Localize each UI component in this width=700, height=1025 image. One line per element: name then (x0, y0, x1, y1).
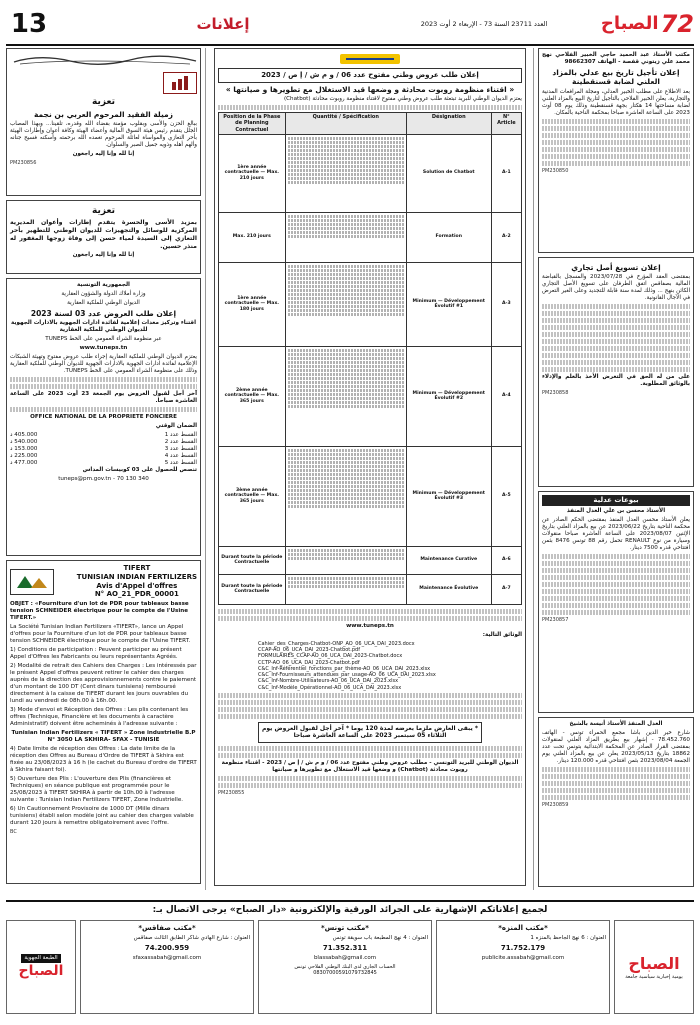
left-column (6, 48, 206, 890)
ad-note: على من له الحق في التعرض الأخذ بالعلم والإدلاء بالوثائق المطلوبة. (542, 374, 690, 388)
lot-value: 153.000 د (10, 446, 38, 453)
office-tunis (258, 920, 432, 1014)
text-block (542, 603, 690, 608)
tuneps-link[interactable]: www.tuneps.tn (79, 345, 128, 352)
office-menzah (436, 920, 610, 1014)
ad-reference: BC (10, 828, 17, 835)
tifert-call: Avis d'Appel d'offres (96, 581, 178, 590)
row-designation: Minimum — Développement Évolutif #1 (406, 262, 491, 346)
text-block (542, 367, 690, 372)
text-block (218, 693, 522, 698)
office-phone[interactable]: 74.200.959 (144, 943, 190, 952)
lot-row (10, 453, 197, 460)
table-row (219, 546, 522, 574)
bailiff-head: العدل المنفذ الأستاذ أنيسة بالشيخ (569, 721, 663, 727)
condolence-title: تعزية (92, 96, 115, 107)
footer-brand (614, 920, 694, 1014)
bailiff-sale-ad (538, 717, 694, 887)
tender-body-2: آخر أجل لقبول العروض يوم الجمعة 23 أوت 2023 على الساعة العاشرة صباحا. (10, 391, 197, 405)
text-block (218, 609, 522, 614)
text-block (542, 582, 690, 587)
text-block (218, 700, 522, 705)
text-block (542, 767, 690, 772)
text-block (542, 119, 690, 124)
judicial-sales-tag: بيوعات عدلية (542, 495, 690, 506)
text-block (542, 781, 690, 786)
tender-intro: ﻳﻌﺘﺰﻡ ﺍﻟﺪﻳﻮﺍﻥ ﺍﻟﻮﻃﻨﻲ ﻟﻠﺒﺮﻳﺪ ﺗﺒﺘﻌﺜﺔ ﻃﻠﺐ ﻋﺮﻭﺽ ﻭﻃﻨﻲ ﻣﻔﺘﻮﺡ ﻻﻗﺘﻨﺎﺀ ﻣﻨﻈﻮﻣﺔ ﺭﻭﺑﻮﺕ ﻣﺤﺎﺩﺛﺔ (Chatbot) (283, 96, 522, 103)
text-block (218, 714, 522, 719)
tifert-p5: 4) Date limite de réception des Offres : La date limite de la réception des Offres au Bureau d'Ordre de TIFERT à Skhira est fixée au 23/08/2023 à 16 h (le cachet du Bureau d'ordre de TIFERT à Skhira faisant foi). (10, 745, 197, 773)
office-name-fr: OFFICE NATIONAL DE LA PROPRIETE FONCIERE (30, 414, 177, 421)
brand-name: الصباح (628, 954, 680, 974)
row-designation: Minimum — Développement Évolutif #2 (406, 346, 491, 446)
condolence-body: بمزيد الأسى والحسرة يتقدم إطارات وأعوان المديرية المركزية للوسائل والتجهيزات للديوان الوطني للتطهير بأحر التعازي إلى السيدة لمياء حسن إلى وفاة زوجها المغفور له منذر حسين. (10, 219, 197, 250)
office-address: العنوان : 6 نهج الجاحظ بالمنزه 1 (530, 935, 606, 941)
page-number: 13 (10, 8, 48, 39)
row-phase: 1ère année contractuelle — Max. 210 jours (219, 134, 286, 212)
deadline-box: * يبقى العارض ملزما بعرضه لمدة 120 يوما * آخر أجل لقبول العروض يوم الثلاثاء 05 سبتمبر 2023 على الساعة العاشرة صباحا (258, 722, 482, 743)
text-block (542, 568, 690, 573)
row-designation: Maintenance Curative (406, 546, 491, 574)
auction-postponement-ad (538, 48, 694, 253)
row-quantity (285, 212, 406, 262)
regional-edition-tag (6, 920, 76, 1014)
row-article: A-6 (491, 546, 521, 574)
lot-label: القسط عدد 1 (164, 432, 197, 439)
tender-closing: الديوان الوطني للبريد التونسي - مطلب عروض وطني مفتوح عدد 06 / و م ش / إ ص / 2023 - اقتناء منظومة روبوت محادثة (Chatbot) و وضعها قيد الاستغلال مع تطويرها و صيانتها (221, 759, 519, 773)
row-designation: Maintenance Évolutive (406, 574, 491, 604)
ad-title: إعلان تأجيل تاريخ بيع عدلي بالمزاد العلني لضابة قسنقطينة (552, 67, 680, 87)
text-block (218, 753, 522, 758)
condolence-ad-1 (6, 48, 201, 196)
file-item: C&C_Inf-Nombre-Utilisateurs-AO_06_UCA_DAI_2023.xlsx (258, 678, 399, 685)
lot-label: القسط عدد 4 (164, 453, 197, 460)
text-block (10, 384, 197, 389)
newspaper-logo (574, 4, 694, 44)
row-quantity (285, 346, 406, 446)
tifert-ref: N° AO_21_PDR_00001 (94, 590, 179, 599)
ad-title: إعلان تسويغ أصل تجاري (571, 263, 661, 272)
condolence-verse: إنا لله وإنا إليه راجعون (72, 252, 135, 259)
ad-reference: PM230856 (10, 160, 37, 167)
text-block (542, 318, 690, 323)
judicial-sale-ad (538, 491, 694, 713)
calligraphy-banner-icon (10, 52, 200, 66)
col-header-phase: Position de la Phase de Planning Contractuel (219, 113, 286, 135)
ad-columns (6, 48, 694, 890)
col-header-designation: Désignation (406, 113, 491, 135)
row-quantity (285, 134, 406, 212)
text-block (542, 596, 690, 601)
condolence-title: تعزية (92, 206, 115, 216)
file-item: CCAP-AO_06_UCA_DAI_2023-Chatbot.pdf (258, 647, 360, 654)
table-header-row (219, 113, 522, 135)
row-article: A-4 (491, 346, 521, 446)
office-title: *مكتب المنزه* (498, 924, 548, 933)
text-block (542, 126, 690, 131)
page-header (6, 4, 694, 46)
center-column (211, 48, 529, 890)
text-block (542, 332, 690, 337)
text-block (542, 589, 690, 594)
file-item: FORMULAIRES_CCAP-AO_06_UCA_DAI_2023-Chatbot.docx (258, 653, 403, 660)
lots-list (10, 432, 197, 467)
text-block (542, 161, 690, 166)
footer-offices (6, 920, 694, 1014)
tender-body-1: يعتزم الديوان الوطني للملكية العقارية إجراء طلب عروض مفتوح وتهيئة الشبكات الإعلامية لفائدة ادارات الجهوية بالادارات الجهوية للديوان الوطني للملكية العقارية وذلك على منظومة الشراء العمومي على الخط TUNEPS. (10, 354, 197, 375)
lot-label: القسط عدد 5 (164, 460, 197, 467)
bailiff-body: شارع خير الدين باشا مجمع الحمراء تونس - الهاتف 78.452.760 - إشهار بيع بطريق المزاد العلني لمنقولات بمقتضى القرار الصادر عن المحكمة الابتدائية بتونس تحت عدد 18862 بتاريخ 2023/05/13 يعلن عن بيع بالمزاد العلني يوم الجمعة 2023/08/04 بثمن افتتاحي قدره 120.000 دينار. (542, 729, 690, 764)
bank-account: الحساب الجاري لدى البنك الوطني الفلاحي تونس 08307000591079732845 (294, 963, 396, 976)
row-designation: Formation (406, 212, 491, 262)
text-block (542, 133, 690, 138)
office-phone[interactable]: 71.352.311 (322, 943, 368, 952)
office-label: الديوان الوطني للملكية العقارية (67, 299, 140, 306)
col-header-article: N° Article (491, 113, 521, 135)
lot-label: القسط عدد 2 (164, 439, 197, 446)
lot-value: 540.000 د (10, 439, 38, 446)
lot-value: 477.000 د (10, 460, 38, 467)
tifert-company: TUNISIAN INDIAN FERTILIZERS (76, 572, 197, 581)
tuneps-link[interactable]: www.tuneps.tn (346, 622, 394, 629)
logo-word: الصباح (600, 12, 659, 34)
lots-title: الضمان الوقتي (155, 423, 197, 430)
tag-word: الصباح (18, 962, 64, 979)
tender-subject: اقتناء وتركيز معدات إعلامية لفائدة ادارات الجهوية بالادارات الجهوية للديوان الوطني للملكية العقارية (11, 320, 196, 334)
row-designation: Minimum — Développement Évolutif #3 (406, 446, 491, 546)
lot-row (10, 446, 197, 453)
text-block (542, 360, 690, 365)
ad-reference: PM230858 (542, 390, 569, 397)
file-item: Cahier_des_Charges-Chatbot-ONP_AO_06_UCA_DAI_2023.docx (258, 640, 415, 647)
tender-banner: إعلان طلب عروض وطني مفتوح عدد 06 / و م ش / إ ص / 2023 (218, 68, 522, 83)
condolence-body: ببالغ الحزن والأسى وبقلوب مؤمنة بقضاء الله وقدره، تلقينا... وبهذا المصاب الجلل يتقدم رئيس هيئة السوق المالية وأعضاء الهيئة وكافة أعوان وإطارات الهيئة بأحر التعازي والمواساة لعائلة المرحوم تغمده الله برحمته وأسكنه فسيح جنانه وألهم أهله وذويه جميل الصبر والسلوان. (10, 121, 197, 149)
footer-cta: لجميع إعلاناتكم الإشهارية على الجرائد الورقية والإلكترونية «دار الصباح» يرجى الاتصال بـ: (152, 905, 548, 915)
text-block (542, 788, 690, 793)
files-list (218, 641, 522, 691)
office-title: *مكتب صفاقس* (138, 924, 196, 933)
tifert-p7: 6) Un Cautionnement Provisoire de 1000 DT (Mille dinars tunisiens) établi selon modèle joint au cahier des charges valable durant 120 jours à remettre obligatoirement avec l'offre. (10, 805, 194, 826)
text-block (10, 377, 197, 382)
table-row (219, 262, 522, 346)
tender-subject: « اقتناء منظومة روبوت محادثة و وضعها قيد الاستغلال مع تطويرها و صيانتها » (225, 84, 515, 94)
row-article: A-7 (491, 574, 521, 604)
brand-tagline: يومية إخبارية سياسية جامعة (625, 974, 683, 981)
text-block (542, 774, 690, 779)
office-phone[interactable]: 71.752.179 (500, 943, 546, 952)
office-title: *مكتب تونس* (321, 924, 369, 933)
tifert-p3: 2) Modalité de retrait des Cahiers des Charges : Les intéressés par le présent Appel d'offres peuvent retirer le cahier des charges auprès de la direction des approvisionnements contre le paiement d'un montant de 100 DT (Cent dinars tunisiens) remboursé directement à la caisse de TIFERT durant les jours ouvrables du lundi au vendredi de 08h.00 à 16h.00. (10, 662, 197, 704)
text-block (10, 407, 197, 412)
tender-system: عبر منظومة الشراء العمومي على الخط TUNEPS (45, 336, 162, 343)
issue-info: العدد 23711 السنة 73 - الإربعاء 2 أوت 2023 (420, 19, 548, 28)
tifert-name: TIFERT (123, 564, 151, 572)
row-article: A-5 (491, 446, 521, 546)
office-email[interactable]: blassabah@gmail.com (313, 954, 377, 961)
sale-head: الأستاذ محسن بن علي العدل المنفذ (566, 507, 666, 514)
tifert-logo-icon (10, 569, 54, 595)
tender-specs-table (218, 112, 522, 605)
text-block (218, 746, 522, 751)
tifert-p2: 1) Conditions de participation : Peuvent participer au présent Appel d'Offres les Fabricants ou leurs représentants Agréés. (10, 646, 182, 660)
office-address: العنوان : 4 نهج المطبعة باب سويقة تونس (332, 935, 428, 941)
text-block (542, 140, 690, 145)
row-quantity (285, 262, 406, 346)
table-row (219, 346, 522, 446)
page-footer (6, 900, 694, 1020)
lot-row (10, 432, 197, 439)
text-block (542, 795, 690, 800)
text-block (542, 561, 690, 566)
office-sfax (80, 920, 254, 1014)
tifert-header (10, 564, 197, 599)
office-address: العنوان : شارع الهادي شاكر الطابق الثالث صفاقس (133, 935, 250, 941)
condolence-verse: إنا لله وإنا إليه راجعون (72, 151, 135, 158)
text-block (542, 353, 690, 358)
tifert-p1: La Société Tunisian Indian Fertilizers «TIFERT», lance un Appel d'offres pour la Fourniture d'un lot de PDR pour tableaux basse tension SCHNEIDER électrique pour le compte de l'Usine TIFERT. (10, 623, 191, 644)
row-phase: Durant toute la période Contractuelle (219, 546, 286, 574)
text-block (218, 783, 522, 788)
office-email[interactable]: sfaxassabah@gmail.com (132, 954, 202, 961)
lot-value: 225.000 د (10, 453, 38, 460)
row-article: A-1 (491, 134, 521, 212)
business-lease-ad (538, 257, 694, 487)
ad-reference: PM230850 (542, 167, 569, 174)
table-row (219, 446, 522, 546)
row-phase: 1ère année contractuelle — Max. 180 jours (219, 262, 286, 346)
tifert-object: OBJET : «Fourniture d'un lot de PDR pour tableaux basse tension SCHNEIDER électrique pour le compte de l'Usine TIFERT.» (10, 601, 189, 621)
ad-reference: PM230859 (542, 801, 569, 808)
ad-body: بمقتضى العقد المؤرخ في 2023/07/28 والمسجل بالقباضة المالية بصفاقس اتفق الطرفان على تسويغ الأصل التجاري الكائن بنهج ... وذلك لمدة سنة قابلة للتجديد وعلى الغير التعرض في الآجال القانونية. (542, 274, 691, 302)
tender-title: إعلان طلب العروض عدد 03 لسنة 2023 (30, 308, 177, 318)
row-phase: 2ème année contractuelle — Max. 365 jours (219, 346, 286, 446)
text-block (542, 610, 690, 615)
lot-value: 405.000 د (10, 432, 38, 439)
text-block (542, 325, 690, 330)
row-article: A-3 (491, 262, 521, 346)
ad-reference: PM230855 (218, 789, 245, 796)
text-block (542, 339, 690, 344)
text-block (542, 311, 690, 316)
row-quantity (285, 546, 406, 574)
post-logo-icon (218, 52, 522, 66)
text-block (218, 776, 522, 781)
text-block (542, 304, 690, 309)
text-block (542, 554, 690, 559)
tender-ad-post (214, 48, 526, 886)
tifert-p4: 3) Mode d'envoi et Réception des Offres : Les plis contenant les offres (Technique, Financière et les documents à caractère Administratif) doivent être acheminés à l'adresse suivante : (10, 706, 189, 727)
sale-body: يعلن الأستاذ محسن العدل المنفذ بمقتضى الحكم الصادر عن محكمة الناحية بتاريخ 2023/06/22 عن بيع بالمزاد العلني بتاريخ الإثنين 2023/08/07 على الساعة العاشرة صباحا منقولات وسيارة من نوع RENAULT تحمل رقم 88 تونس 8476 بثمن افتتاحي قدره 7500 دينار. (542, 516, 690, 551)
tender-contact: tuneps@pm.gov.tn - 70 130 340 (58, 476, 149, 483)
row-phase: Max. 210 jours (219, 212, 286, 262)
table-row (219, 134, 522, 212)
condolence-ad-2 (6, 200, 201, 274)
text-block (218, 707, 522, 712)
tag-label: الطبعة الجهوية (21, 954, 60, 963)
files-heading: الوثائق التالية: (482, 631, 522, 638)
cmf-logo-icon (163, 72, 197, 94)
office-email[interactable]: publicite.assabah@gmail.com (481, 954, 565, 961)
row-quantity (285, 446, 406, 546)
text-block (218, 616, 522, 621)
republic-label: الجمهورية التونسية (77, 282, 130, 288)
lawyer-head: مكتب الأستاذ عبد الحميد حاجي الخبير الفلاحي نهج محمد علي زيتوني قفصة - الهاتف 98662307 (542, 52, 690, 65)
file-item: C&C_Inf-Modèle_Opérationnel-AO_06_UCA_DAI_2023.xlsx (258, 684, 402, 691)
file-item: C&C_Inf-Référentiel_fonctions_par_thème-AO_06_UCA_DAI_2023.xlsx (258, 665, 431, 672)
text-block (218, 105, 522, 110)
text-block (542, 346, 690, 351)
tender-ad-tifert (6, 560, 201, 884)
lot-row (10, 439, 197, 446)
ad-reference: PM230857 (542, 616, 569, 623)
row-phase: Durant toute la période Contractuelle (219, 574, 286, 604)
tifert-p6: 5) Ouverture des Plis : L'ouverture des Plis (financières et Techniques) en séance publique est programmée pour le 25/08/2023 à TIFERT SKHIRA à partir de 10h.00 à l'adresse suivante : Tunisian Indian Fertilizers TIFERT, Zone Industrielle. (10, 775, 184, 803)
tifert-address: Tunisian Indian Fertilizers « TIFERT » Zone industrielle B.P N° 3050 LA SKHIRA- SFAX - TUNISIE (11, 729, 196, 743)
ministry-label: وزارة أملاك الدولة والشؤون العقارية (61, 290, 146, 297)
table-row (219, 574, 522, 604)
file-item: CCTP-AO_06_UCA_DAI_2023-Chatbot.pdf (258, 659, 360, 666)
lot-label: القسط عدد 3 (164, 446, 197, 453)
row-article: A-2 (491, 212, 521, 262)
ad-body: بعد الاطلاع على مطلب الخبير العدلي، ومجلة المرافعات المدنية والتجارية، يعلن الخبير الفلاحي بالتأجيل لتاريخ البيع بالمزاد العلني لضابة مساحتها 14 هكتار بجهة قسنقطينة وذلك يوم 08 أوت 2023 على الساعة العاشرة صباحا بمحكمة الناحية بالمكان. (542, 88, 690, 116)
row-quantity (285, 574, 406, 604)
logo-number: 72 (660, 10, 694, 38)
tender-deadline: تنصص للحصول على 03 كوبيسات المداس (82, 467, 197, 474)
col-header-quantity: Quantité / Spécification (285, 113, 406, 135)
tender-ad-onpf (6, 278, 201, 556)
text-block (542, 154, 690, 159)
condolence-subtitle: زميلة الفقيد المرحوم العربي بن نجمة (33, 109, 173, 119)
table-row (219, 212, 522, 262)
file-item: C&C_Inf-Fournisseurs_attendues_par_usage-AO_06_UCA_DAI_2023.xlsx (258, 672, 436, 679)
right-column (533, 48, 694, 890)
row-phase: 3ème année contractuelle — Max. 365 jours (219, 446, 286, 546)
text-block (542, 147, 690, 152)
row-designation: Solution de Chatbot (406, 134, 491, 212)
section-title: إعلانات (196, 14, 250, 33)
text-block (542, 575, 690, 580)
